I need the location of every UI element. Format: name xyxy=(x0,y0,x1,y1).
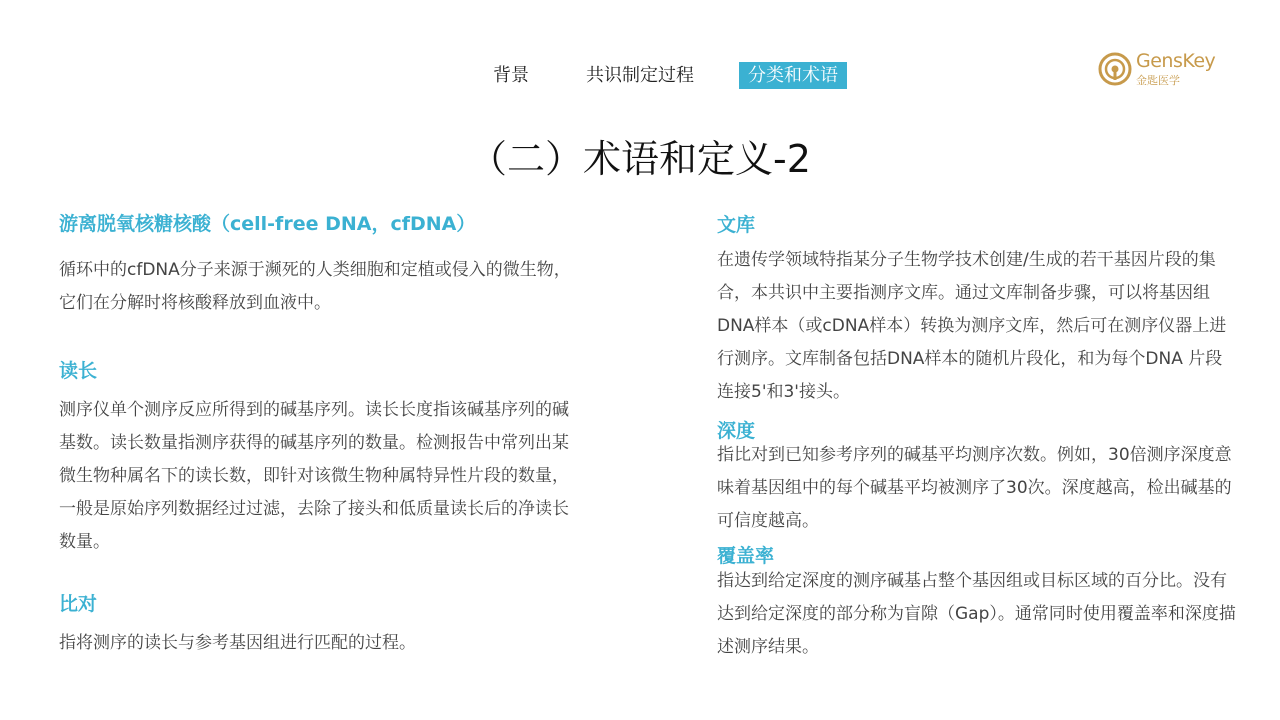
body-coverage: 指达到给定深度的测序碱基占整个基因组或目标区域的百分比。没有达到给定深度的部分称为盲隙（Gap）。通常同时使用覆盖率和深度描述测序结果。 xyxy=(717,571,1236,657)
heading-cfdna: 游离脱氧核糖核酸（cell-free DNA，cfDNA） xyxy=(59,213,476,235)
genskey-logo-icon xyxy=(1098,52,1132,86)
body-cfdna: 循环中的cfDNA分子来源于濒死的人类细胞和定植或侵入的微生物，它们在分解时将核酸释放到血液中。 xyxy=(59,260,571,313)
heading-depth: 深度 xyxy=(717,420,756,442)
nav-tab-background[interactable]: 背景 xyxy=(493,65,529,86)
heading-read-length: 读长 xyxy=(59,360,98,382)
body-depth: 指比对到已知参考序列的碱基平均测序次数。例如，30倍测序深度意味着基因组中的每个碱基平均被测序了30次。深度越高，检出碱基的可信度越高。 xyxy=(717,445,1232,531)
body-read-length: 测序仪单个测序反应所得到的碱基序列。读长长度指该碱基序列的碱基数。读长数量指测序获得的碱基序列的数量。检测报告中常列出某微生物种属名下的读长数，即针对该微生物种属特异性片段的数量，一般是原始序列数据经过过滤，去除了接头和低质量读长后的净读长数量。 xyxy=(59,400,569,552)
logo-brand-cn: 金匙医学 xyxy=(1136,74,1180,87)
top-nav xyxy=(0,62,1280,89)
heading-library: 文库 xyxy=(717,214,756,236)
logo-brand-en: GensKey xyxy=(1136,50,1216,72)
nav-tab-consensus-process[interactable]: 共识制定过程 xyxy=(586,65,694,86)
body-alignment: 指将测序的读长与参考基因组进行匹配的过程。 xyxy=(59,633,416,653)
body-library: 在遗传学领域特指某分子生物学技术创建/生成的若干基因片段的集合，本共识中主要指测序文库。通过文库制备步骤，可以将基因组DNA样本（或cDNA样本）转换为测序文库，然后可在测序仪器上进行测序。文库制备包括DNA样本的随机片段化，和为每个DNA 片段连接5'和3'接头。 xyxy=(717,250,1227,402)
nav-tab-classification-terms[interactable]: 分类和术语 xyxy=(739,62,847,89)
genskey-logo xyxy=(1098,48,1228,88)
page-title: （二）术语和定义-2 xyxy=(469,137,811,181)
heading-alignment: 比对 xyxy=(59,593,98,615)
heading-coverage: 覆盖率 xyxy=(717,545,775,567)
